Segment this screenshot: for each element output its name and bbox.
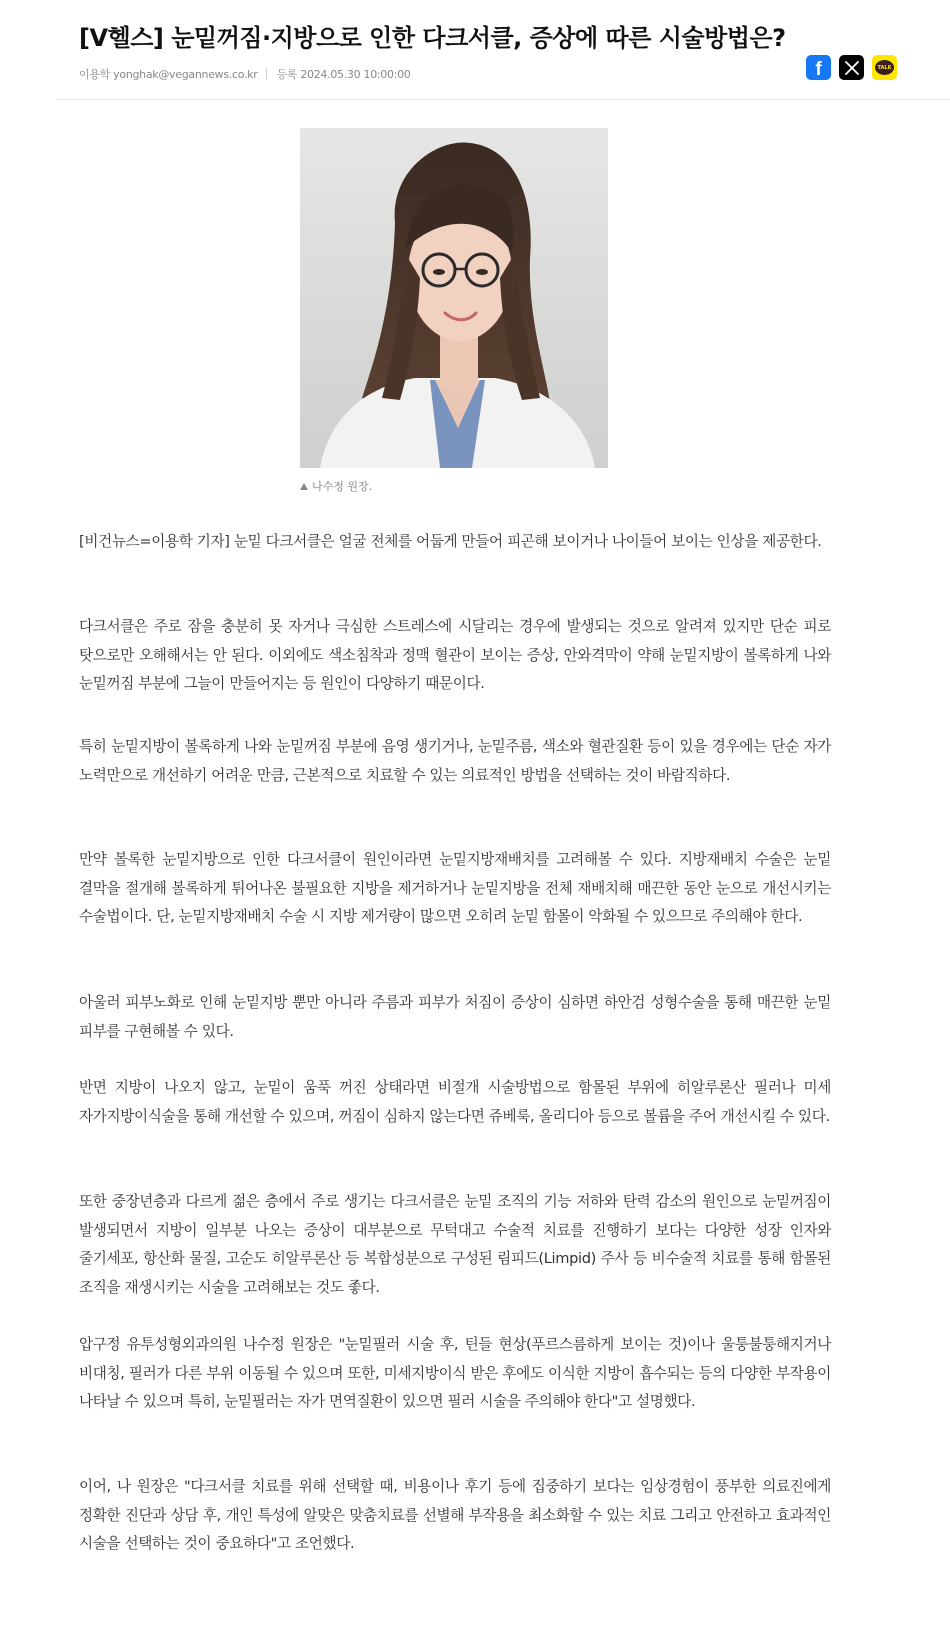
date-label: 등록 bbox=[276, 68, 298, 81]
article-paragraph: 압구정 유투성형외과의원 나수정 원장은 "눈밑필러 시술 후, 틴들 현상(푸르스름하게 보이는 것)이나 울퉁불퉁해지거나 비대칭, 필러가 다른 부위 이동될 수 있으며 또한, 미세지방이식 받은 후에도 이식한 지방이 흡수되는 등의 다양한 부작용이 나타날 수 있으며 특히, 눈밑필러는 자가 면역질환이 있으면 필러 시술을 주의해야 한다"고 설명했다. bbox=[79, 1336, 831, 1410]
portrait-photo bbox=[300, 128, 608, 468]
caption-triangle-icon bbox=[300, 483, 308, 490]
article-paragraph: 이어, 나 원장은 "다크서클 치료를 위해 선택할 때, 비용이나 후기 등에 집중하기 보다는 임상경험이 풍부한 의료진에게 정확한 진단과 상담 후, 개인 특성에 알맞은 맞춤치료를 선별해 부작용을 최소화할 수 있는 치료 그리고 안전하고 효과적인 시술을 선택하는 것이 중요하다"고 조언했다. bbox=[79, 1478, 831, 1552]
facebook-icon: f bbox=[815, 58, 822, 80]
article-paragraph: 다크서클은 주로 잠을 충분히 못 자거나 극심한 스트레스에 시달리는 경우에 발생되는 것으로 알려져 있지만 단순 피로 탓으로만 오해해서는 안 된다. 이외에도 색소침착과 정맥 혈관이 보이는 증상, 안와격막이 약해 눈밑지방이 볼록하게 나와 눈밑꺼짐 부분에 그늘이 만들어지는 등 원인이 다양하기 때문이다. bbox=[79, 618, 831, 692]
x-icon bbox=[845, 61, 859, 75]
kakaotalk-share-button[interactable] bbox=[872, 55, 897, 80]
x-share-button[interactable] bbox=[839, 55, 864, 80]
kakao-talk-label: TALK bbox=[877, 64, 892, 71]
publish-date: 2024.05.30 10:00:00 bbox=[300, 68, 411, 81]
article-paragraph: 또한 중장년층과 다르게 젊은 층에서 주로 생기는 다크서클은 눈밑 조직의 기능 저하와 탄력 감소의 원인으로 눈밑꺼짐이 발생되면서 지방이 일부분 나오는 증상이 대부분으로 무턱대고 수술적 치료를 진행하기 보다는 다양한 성장 인자와 줄기세포, 항산화 물질, 고순도 히알루론산 등 복합성분으로 구성된 림피드(Limpid) 주사 등 비수술적 치료를 통해 함몰된 조직을 재생시키는 시술을 고려해보는 것도 좋다. bbox=[79, 1193, 831, 1296]
author-info: 이용학 yonghak@vegannews.co.kr bbox=[79, 68, 258, 81]
meta-divider bbox=[266, 69, 267, 79]
article-paragraph: 아울러 피부노화로 인해 눈밑지방 뿐만 아니라 주름과 피부가 처짐이 증상이 심하면 하안검 성형수술을 통해 매끈한 눈밑 피부를 구현해볼 수 있다. bbox=[79, 994, 831, 1040]
article-paragraph: 반면 지방이 나오지 않고, 눈밑이 움푹 꺼진 상태라면 비절개 시술방법으로 함몰된 부위에 히알루론산 필러나 미세 자가지방이식술을 통해 개선할 수 있으며, 꺼짐이 심하지 않는다면 쥬베룩, 올리디아 등으로 볼륨을 주어 개선시킬 수 있다. bbox=[79, 1079, 831, 1125]
article-paragraph: [비건뉴스=이용학 기자] 눈밑 다크서클은 얼굴 전체를 어둡게 만들어 피곤해 보이거나 나이들어 보이는 인상을 제공한다. bbox=[79, 533, 822, 550]
article-paragraph: 만약 볼록한 눈밑지방으로 인한 다크서클이 원인이라면 눈밑지방재배치를 고려해볼 수 있다. 지방재배치 수술은 눈밑 결막을 절개해 볼록하게 튀어나온 불필요한 지방을 제거하거나 눈밑지방을 전체 재배치해 매끈한 동안 눈으로 개선시키는 수술법이다. 단, 눈밑지방재배치 수술 시 지방 제거량이 많으면 오히려 눈밑 함몰이 악화될 수 있으므로 주의해야 한다. bbox=[79, 851, 831, 925]
kakaotalk-icon bbox=[875, 60, 894, 75]
article-title: [V헬스] 눈밑꺼짐·지방으로 인한 다크서클, 증상에 따른 시술방법은? bbox=[79, 24, 786, 52]
article-paragraph: 특히 눈밑지방이 볼록하게 나와 눈밑꺼짐 부분에 음영 생기거나, 눈밑주름, 색소와 혈관질환 등이 있을 경우에는 단순 자가 노력만으로 개선하기 어려운 만큼, 근본적으로 치료할 수 있는 의료적인 방법을 선택하는 것이 바람직하다. bbox=[79, 738, 831, 784]
caption-text: 나수정 원장. bbox=[312, 480, 373, 493]
article-header bbox=[57, 0, 950, 100]
facebook-share-button[interactable] bbox=[806, 55, 831, 80]
article-meta bbox=[79, 66, 411, 82]
article-photo bbox=[300, 128, 608, 468]
photo-caption bbox=[300, 478, 372, 494]
